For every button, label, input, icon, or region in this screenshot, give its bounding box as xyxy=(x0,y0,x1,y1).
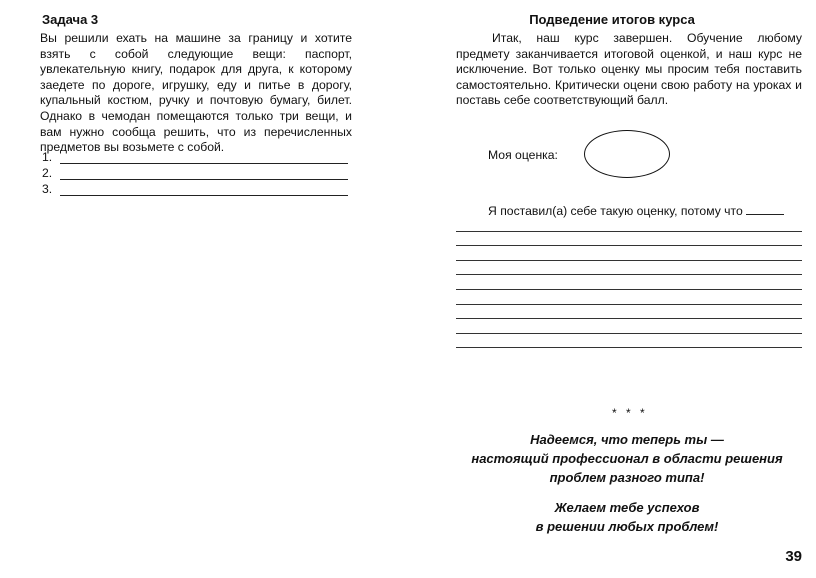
section-divider: * * * xyxy=(612,406,648,420)
answer-number: 1. xyxy=(42,150,53,164)
writing-line[interactable] xyxy=(456,261,802,276)
closing-wish xyxy=(452,498,802,536)
closing-line: проблем разного типа! xyxy=(549,470,705,485)
reason-label: Я поставил(а) себе такую оценку, потому что xyxy=(488,204,743,218)
grade-oval[interactable] xyxy=(584,130,670,178)
task-title: Задача 3 xyxy=(42,12,99,27)
answer-list xyxy=(42,148,348,196)
closing-line: Надеемся, что теперь ты — xyxy=(530,432,724,447)
answer-row[interactable] xyxy=(42,164,348,180)
writing-line[interactable] xyxy=(456,232,802,247)
writing-lines[interactable] xyxy=(456,217,802,348)
reason-prompt xyxy=(488,203,808,218)
writing-line[interactable] xyxy=(456,290,802,305)
answer-line[interactable] xyxy=(60,184,348,196)
writing-line[interactable] xyxy=(456,246,802,261)
page-number: 39 xyxy=(785,548,802,565)
answer-line[interactable] xyxy=(60,168,348,180)
closing-line: настоящий профессионал в области решения xyxy=(471,451,783,466)
closing-line: в решении любых проблем! xyxy=(535,519,719,534)
answer-line[interactable] xyxy=(60,152,348,164)
closing-message xyxy=(452,430,802,487)
answer-number: 3. xyxy=(42,182,53,196)
writing-line[interactable] xyxy=(456,305,802,320)
right-page xyxy=(452,0,802,578)
grade-label: Моя оценка: xyxy=(488,148,558,162)
summary-title: Подведение итогов курса xyxy=(529,12,695,27)
task-description: Вы решили ехать на машине за границу и хотите взять с собой следующие вещи: паспорт, увлекательную книгу, подарок для друга, к которому заедете по дороге, игрушку, еду и питье в дорогу, купальный костюм, ручку и почтовую бумагу, билет. Однако в чемодан помещаются только три вещи, и вам нужно сообща решить, что из перечисленных предметов вы возьмете с собой. xyxy=(40,31,352,155)
answer-row[interactable] xyxy=(42,148,348,164)
writing-line[interactable] xyxy=(456,217,802,232)
closing-line: Желаем тебе успехов xyxy=(554,500,700,515)
reason-fill-line[interactable] xyxy=(746,203,784,215)
left-page xyxy=(40,0,352,578)
answer-number: 2. xyxy=(42,166,53,180)
grade-block xyxy=(488,130,688,180)
writing-line[interactable] xyxy=(456,334,802,349)
writing-line[interactable] xyxy=(456,319,802,334)
writing-line[interactable] xyxy=(456,275,802,290)
answer-row[interactable] xyxy=(42,180,348,196)
summary-text: Итак, наш курс завершен. Обучение любому предмету заканчивается итоговой оценкой, и наш курс не исключение. Вот только оценку мы просим тебя поставить самостоятельно. Критически оцени свою работу на уроках и поставь себе соответствующий балл. xyxy=(456,31,802,108)
